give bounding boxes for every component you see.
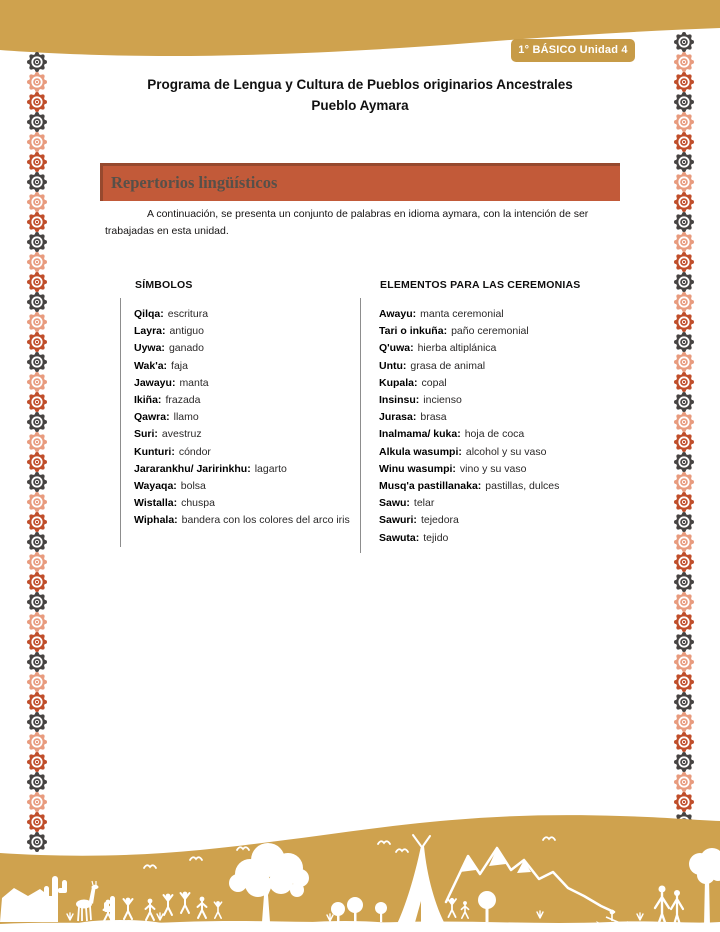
spanish-definition: tejedora	[420, 514, 459, 527]
medallion-icon	[27, 52, 47, 72]
medallion-icon	[674, 472, 694, 492]
aymara-term: Wiphala:	[134, 514, 178, 527]
medallion-icon	[27, 212, 47, 232]
aymara-term: Layra:	[134, 325, 166, 338]
aymara-term: Qilqa:	[134, 308, 164, 320]
medallion-icon	[27, 592, 47, 612]
medallion-icon	[27, 512, 47, 532]
spanish-definition: ganado	[168, 342, 204, 355]
medallion-icon	[674, 512, 694, 532]
medallion-icon	[674, 72, 694, 92]
medallion-icon	[27, 112, 47, 132]
spanish-definition: escritura	[167, 308, 209, 320]
medallion-icon	[27, 172, 47, 192]
section-header-bar	[100, 163, 620, 201]
medallion-icon	[674, 432, 694, 452]
aymara-term: Uywa:	[134, 342, 165, 355]
medallion-icon	[674, 712, 694, 732]
aymara-term: Suri:	[134, 428, 158, 441]
medallion-icon	[27, 732, 47, 752]
spanish-definition: hoja de coca	[464, 428, 525, 441]
medallion-icon	[674, 192, 694, 212]
spanish-definition: telar	[413, 497, 435, 510]
vocab-item	[134, 306, 369, 323]
aymara-term: Insinsu:	[379, 394, 420, 407]
medallion-icon	[674, 732, 694, 752]
medallion-icon	[674, 412, 694, 432]
vocab-item	[379, 495, 624, 512]
spanish-definition: grasa de animal	[410, 359, 486, 372]
medallion-icon	[27, 632, 47, 652]
spanish-definition: incienso	[423, 394, 462, 407]
spanish-definition: brasa	[420, 411, 447, 424]
aymara-term: Sawuta:	[379, 531, 420, 544]
vocab-item	[134, 478, 369, 495]
medallion-icon	[27, 692, 47, 712]
medallion-icon	[674, 572, 694, 592]
program-title	[100, 74, 620, 116]
medallion-icon	[27, 752, 47, 772]
vocab-item	[379, 306, 624, 323]
aymara-term: Ikiña:	[134, 394, 162, 407]
aymara-term: Qawra:	[134, 411, 170, 424]
medallion-icon	[674, 532, 694, 552]
bottom-landscape-band	[0, 780, 720, 932]
medallion-icon	[27, 712, 47, 732]
aymara-term: Wak'a:	[134, 359, 168, 372]
spanish-definition: bolsa	[180, 480, 206, 493]
medallion-icon	[674, 492, 694, 512]
medallion-icon	[27, 552, 47, 572]
medallion-icon	[27, 572, 47, 592]
aymara-term: Jawayu:	[134, 376, 176, 389]
intro-line1: A continuación, se presenta un conjunto de palabras en idioma aymara, con la intención de ser	[147, 208, 589, 220]
medallion-icon	[27, 152, 47, 172]
spanish-definition: llamo	[173, 411, 199, 424]
program-title-line1: Programa de Lengua y Cultura de Pueblos originarios Ancestrales	[147, 77, 573, 92]
spanish-definition: manta ceremonial	[420, 308, 504, 320]
aymara-term: Sawu:	[379, 497, 410, 510]
medallion-icon	[674, 132, 694, 152]
spanish-definition: chuspa	[181, 497, 215, 510]
medallion-icon	[27, 132, 47, 152]
vocab-item	[134, 461, 369, 478]
spanish-definition: paño ceremonial	[451, 325, 529, 338]
medallion-icon	[27, 272, 47, 292]
medallion-icon	[674, 552, 694, 572]
vocab-item	[134, 495, 369, 512]
spanish-definition: pastillas, dulces	[485, 480, 560, 493]
aymara-term: Jararankhu/ Jaririnkhu:	[134, 462, 251, 475]
medallion-icon	[674, 612, 694, 632]
vocab-item	[379, 340, 624, 357]
spanish-definition: cóndor	[178, 445, 211, 458]
vocab-item	[134, 323, 369, 340]
medallion-icon	[27, 392, 47, 412]
spanish-definition: manta	[179, 376, 209, 389]
intro-paragraph	[105, 206, 620, 240]
left-ornament-border	[27, 52, 47, 852]
medallion-icon	[674, 212, 694, 232]
medallion-icon	[674, 252, 694, 272]
symbols-column-header: SÍMBOLOS	[135, 279, 193, 291]
spanish-definition: avestruz	[161, 428, 202, 441]
medallion-icon	[27, 312, 47, 332]
medallion-icon	[27, 612, 47, 632]
spanish-definition: lagarto	[254, 462, 287, 475]
vocab-item	[379, 426, 624, 443]
right-ornament-border	[674, 32, 694, 832]
medallion-icon	[27, 472, 47, 492]
medallion-icon	[27, 532, 47, 552]
vocab-item	[379, 530, 624, 547]
medallion-icon	[674, 332, 694, 352]
aymara-term: Inalmama/ kuka:	[379, 428, 461, 441]
medallion-icon	[674, 92, 694, 112]
spanish-definition: alcohol y su vaso	[465, 445, 547, 458]
vocab-item	[379, 478, 624, 495]
unit-badge: 1° BÁSICO Unidad 4	[511, 39, 635, 62]
medallion-icon	[674, 32, 694, 52]
spanish-definition: vino y su vaso	[459, 462, 527, 475]
aymara-term: Sawuri:	[379, 514, 417, 527]
ceremony-elements-list	[379, 306, 624, 547]
aymara-term: Awayu:	[379, 308, 417, 320]
aymara-term: Untu:	[379, 359, 407, 372]
medallion-icon	[27, 652, 47, 672]
symbols-list	[134, 306, 369, 530]
medallion-icon	[674, 312, 694, 332]
spanish-definition: bandera con los colores del arco iris	[181, 514, 350, 527]
medallion-icon	[674, 52, 694, 72]
symbols-column-rule	[120, 298, 121, 547]
aymara-term: Tari o inkuña:	[379, 325, 448, 338]
medallion-icon	[674, 112, 694, 132]
medallion-icon	[27, 252, 47, 272]
medallion-icon	[674, 372, 694, 392]
spanish-definition: faja	[171, 359, 188, 372]
section-title: Repertorios lingüísticos	[111, 173, 278, 192]
vocab-item	[379, 461, 624, 478]
aymara-term: Alkula wasumpi:	[379, 445, 462, 458]
medallion-icon	[27, 92, 47, 112]
vocab-item	[379, 358, 624, 375]
vocab-item	[379, 444, 624, 461]
spanish-definition: antiguo	[169, 325, 204, 338]
medallion-icon	[27, 332, 47, 352]
vocab-item	[379, 512, 624, 529]
medallion-icon	[27, 232, 47, 252]
vocab-item	[134, 426, 369, 443]
medallion-icon	[674, 352, 694, 372]
spanish-definition: hierba altiplánica	[417, 342, 497, 355]
medallion-icon	[674, 592, 694, 612]
medallion-icon	[674, 652, 694, 672]
aymara-term: Wistalla:	[134, 497, 178, 510]
medallion-icon	[674, 392, 694, 412]
vocab-item	[134, 375, 369, 392]
medallion-icon	[27, 672, 47, 692]
vocab-item	[379, 323, 624, 340]
spanish-definition: frazada	[165, 394, 201, 407]
aymara-term: Kunturi:	[134, 445, 175, 458]
vocab-item	[134, 340, 369, 357]
vocab-item	[134, 444, 369, 461]
medallion-icon	[674, 692, 694, 712]
medallion-icon	[27, 192, 47, 212]
aymara-term: Musq'a pastillanaka:	[379, 480, 482, 493]
vocab-item	[379, 409, 624, 426]
aymara-term: Wayaqa:	[134, 480, 177, 493]
medallion-icon	[674, 292, 694, 312]
intro-line2: trabajadas en esta unidad.	[105, 225, 229, 237]
vocab-item	[379, 375, 624, 392]
aymara-term: Winu wasumpi:	[379, 462, 456, 475]
medallion-icon	[674, 452, 694, 472]
medallion-icon	[674, 752, 694, 772]
aymara-term: Kupala:	[379, 376, 418, 389]
vocab-item	[134, 358, 369, 375]
aymara-term: Q'uwa:	[379, 342, 414, 355]
vocab-item	[134, 512, 369, 529]
ceremony-column-header: ELEMENTOS PARA LAS CEREMONIAS	[380, 279, 581, 291]
program-title-line2: Pueblo Aymara	[311, 98, 409, 113]
vocab-item	[134, 392, 369, 409]
medallion-icon	[674, 632, 694, 652]
medallion-icon	[27, 412, 47, 432]
medallion-icon	[27, 292, 47, 312]
medallion-icon	[674, 152, 694, 172]
medallion-icon	[27, 352, 47, 372]
aymara-term: Jurasa:	[379, 411, 417, 424]
medallion-icon	[674, 272, 694, 292]
medallion-icon	[27, 432, 47, 452]
medallion-icon	[674, 172, 694, 192]
spanish-definition: copal	[421, 376, 447, 389]
vocab-item	[379, 392, 624, 409]
medallion-icon	[27, 372, 47, 392]
vocab-item	[134, 409, 369, 426]
spanish-definition: tejido	[423, 531, 449, 544]
medallion-icon	[674, 672, 694, 692]
medallion-icon	[27, 492, 47, 512]
medallion-icon	[674, 232, 694, 252]
medallion-icon	[27, 72, 47, 92]
medallion-icon	[27, 452, 47, 472]
